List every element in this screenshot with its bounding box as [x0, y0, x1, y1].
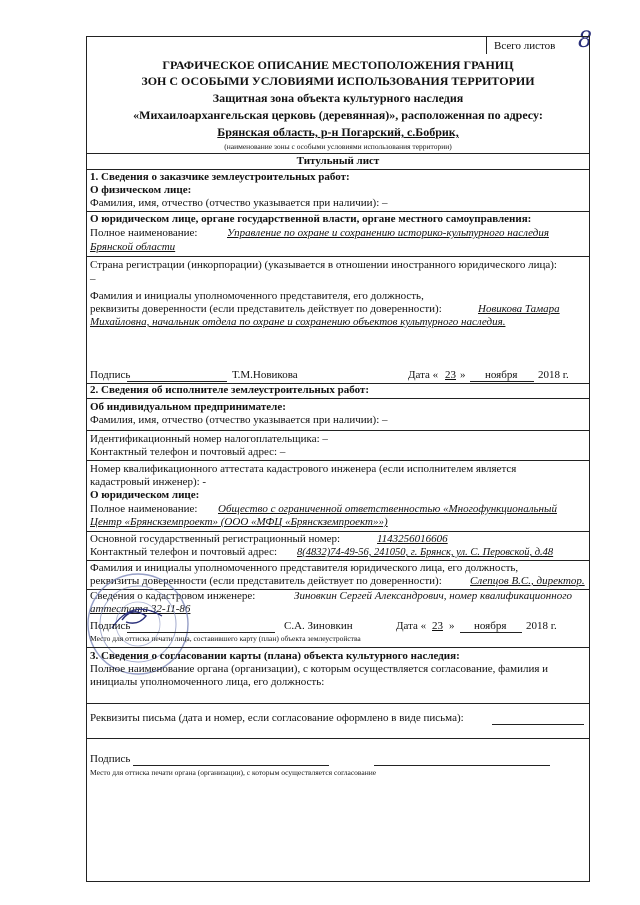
- ip-title: Об индивидуальном предпринимателе:: [90, 401, 286, 413]
- contact-label: Контактный телефон и почтовый адрес:: [90, 546, 278, 558]
- header-line-1: ГРАФИЧЕСКОЕ ОПИСАНИЕ МЕСТОПОЛОЖЕНИЯ ГРАНИЦ: [162, 58, 514, 72]
- date-month: ноября: [485, 369, 518, 381]
- stamp-caption: Место для оттиска печати органа (организации), с которым осуществляется согласование: [90, 768, 377, 777]
- divider: [86, 738, 590, 739]
- header-line-4: «Михаилоархангельская церковь (деревянная)», расположенная по адресу:: [133, 108, 543, 122]
- signature-name-line: [374, 765, 550, 766]
- approval-org-label-2: инициалы уполномоченного лица, его должность:: [90, 676, 325, 688]
- divider: [86, 703, 590, 704]
- divider: [86, 647, 590, 648]
- contractor-name-label: Полное наименование:: [90, 503, 198, 515]
- header-line-2: ЗОН С ОСОБЫМИ УСЛОВИЯМИ ИСПОЛЬЗОВАНИЯ ТЕРРИТОРИИ: [141, 74, 535, 88]
- signature-label: Подпись: [90, 620, 131, 632]
- physical-person-title: О физическом лице:: [90, 184, 192, 196]
- date-day: 23: [432, 620, 443, 632]
- legal-entity-title: О юридическом лице:: [90, 489, 200, 501]
- divider: [86, 256, 590, 257]
- cadastral-engineer-value: Зиновкин Сергей Александрович, номер квалификационного: [294, 590, 573, 602]
- sheets-count-label: Всего листов: [494, 40, 556, 52]
- cadastral-engineer-value-cont: аттестата 32-11-86: [90, 603, 191, 615]
- contractor-rep-label-2: реквизиты доверенности (если представитель действует по доверенности):: [90, 575, 442, 587]
- approval-org-label-1: Полное наименование органа (организации), с которым осуществляется согласование, фамилия и: [90, 663, 549, 675]
- section-2-title: 2. Сведения об исполнителе землеустроительных работ:: [90, 384, 370, 396]
- letter-details-line: [492, 724, 584, 725]
- customer-rep-value-cont: Михайловна, начальник отдела по охране и сохранению объектов культурного наследия.: [90, 316, 506, 328]
- legal-entity-title: О юридическом лице, органе государственной власти, органе местного самоуправления:: [90, 213, 532, 225]
- customer-rep-value: Новикова Тамара: [478, 303, 560, 315]
- signature-label: Подпись: [90, 369, 131, 381]
- ip-fio: Фамилия, имя, отчество (отчество указывается при наличии): –: [90, 414, 388, 426]
- ogrn-label: Основной государственный регистрационный номер:: [90, 533, 341, 545]
- qualification-label-1: Номер квалификационного аттестата кадастрового инженера (если исполнителем является: [90, 463, 517, 475]
- customer-rep-label-1: Фамилия и инициалы уполномоченного представителя, его должность,: [90, 290, 424, 302]
- divider: [86, 430, 590, 431]
- header-line-3: Защитная зона объекта культурного наследия: [212, 91, 464, 105]
- date-label: Дата «: [396, 620, 427, 632]
- date-year: 2018 г.: [538, 369, 569, 381]
- signature-line: [127, 381, 227, 382]
- date-year: 2018 г.: [526, 620, 557, 632]
- header-line-5: Брянская область, р-н Погарский, с.Бобрик,: [217, 125, 459, 139]
- signer-name: С.А. Зиновкин: [284, 620, 353, 632]
- contractor-rep-value: Слепцов В.С., директор.: [470, 575, 585, 587]
- date-label: Дата «: [408, 369, 439, 381]
- section-1-title: 1. Сведения о заказчике землеустроительных работ:: [90, 171, 350, 183]
- header-caption: (наименование зоны с особыми условиями использования территории): [224, 142, 452, 151]
- cadastral-engineer-label: Сведения о кадастровом инженере:: [90, 590, 256, 602]
- date-day: 23: [445, 369, 456, 381]
- divider: [86, 460, 590, 461]
- signature-line: [127, 632, 275, 633]
- inn-row: Идентификационный номер налогоплательщика: –: [90, 433, 328, 445]
- signer-name: Т.М.Новикова: [232, 369, 298, 381]
- divider: [86, 398, 590, 399]
- ip-contacts-row: Контактный телефон и почтовый адрес: –: [90, 446, 286, 458]
- divider: [86, 531, 590, 532]
- country-registration: Страна регистрации (инкорпорации) (указывается в отношении иностранного юридического лица):: [90, 259, 557, 271]
- customer-name-value: Управление по охране и сохранению историко-культурного наследия: [227, 227, 549, 239]
- country-registration-value: –: [90, 273, 96, 285]
- stamp-caption: Место для оттиска печати лица, составившего карту (план) объекта землеустройства: [90, 634, 361, 643]
- qualification-label-2: кадастровый инженер): -: [90, 476, 207, 488]
- contractor-name-value-cont: Центр «Брянскземпроект» (ООО «МФЦ «Брянскземпроект»»): [90, 516, 388, 528]
- customer-name-value-cont: Брянской области: [90, 241, 176, 253]
- date-quote-close: »: [460, 369, 466, 381]
- ogrn-value: 1143256016606: [377, 533, 448, 545]
- customer-rep-label-2: реквизиты доверенности (если представитель действует по доверенности):: [90, 303, 442, 315]
- sheets-count-value: 8: [578, 28, 592, 53]
- divider: [86, 211, 590, 212]
- signature-line: [133, 765, 329, 766]
- divider: [86, 560, 590, 561]
- physical-person-fio: Фамилия, имя, отчество (отчество указывается при наличии): –: [90, 197, 388, 209]
- date-quote-close: »: [449, 620, 455, 632]
- section-3-title: 3. Сведения о согласовании карты (плана) объекта культурного наследия:: [90, 650, 460, 662]
- customer-name-label: Полное наименование:: [90, 227, 198, 239]
- date-month: ноября: [474, 620, 507, 632]
- title-sheet-heading: Титульный лист: [296, 155, 380, 167]
- contractor-name-value: Обществo с ограниченной ответственностью «Многофункциональный: [218, 503, 557, 515]
- divider: [86, 153, 590, 154]
- contractor-rep-label-1: Фамилия и инициалы уполномоченного представителя юридического лица, его должность,: [90, 562, 519, 574]
- contact-value: 8(4832)74-49-56, 241050, г. Брянск, ул. С. Перовской, д.48: [297, 547, 554, 558]
- signature-label: Подпись: [90, 753, 131, 765]
- divider: [86, 169, 590, 170]
- letter-details-label: Реквизиты письма (дата и номер, если согласование оформлено в виде письма):: [90, 712, 464, 724]
